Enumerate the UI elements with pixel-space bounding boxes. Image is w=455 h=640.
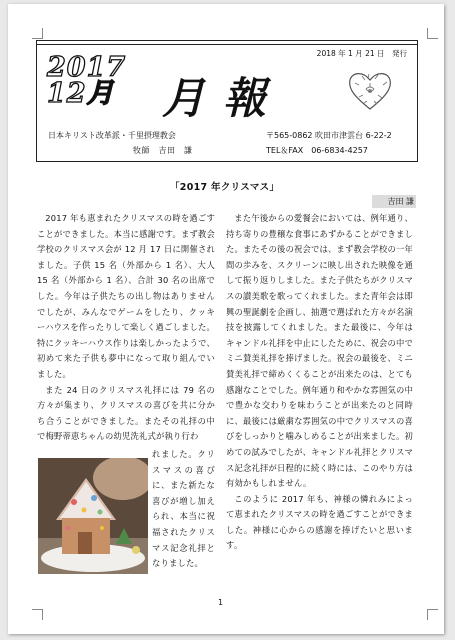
article-narrow-column [152,447,215,572]
church-address: 〒565-0862 吹田市津雲台 6-22-2 [266,131,392,140]
header-frame [36,40,418,162]
article-left-column [37,211,215,445]
crop-mark-bottom-right [427,609,438,620]
article-author: 吉田 謙 [372,195,416,208]
crop-mark-top-left [32,28,43,39]
wreath-heart-icon [345,67,395,113]
issue-year: 2017 [47,52,127,83]
masthead-title: 月報 [162,74,284,124]
article-title: 「2017 年クリスマス」 [170,182,280,193]
issue-period [47,52,127,109]
crop-mark-bottom-left [32,609,43,620]
paragraph: また 24 日のクリスマス礼拝には 79 名の方々が集まり、クリスマスの喜びを共に分かち合うことができました。またその礼拝の中で梅野蒂恵ちゃんの幼児洗礼式が執り行わ [37,384,215,442]
page-number: 1 [218,598,224,607]
church-name: 日本キリスト改革派・千里摂理教会 [48,131,176,140]
paragraph: 2017 年も恵まれたクリスマスの時を過ごすことができました。本当に感謝です。まず教会学校のクリスマス会が 12 月 17 日に開催されました。子供 15 名（外部から 1 名）、大人 15 名（外部から 1 名）、合計 30 名の出席でした。今年は子供たちの出し物はありませんでしたが、みんなでゲームをしたり、クッキーハウスを作ったりして楽しく過ごしました。特にクッキーハウス作りは楽しかったようで、初めて来た子供も夢中になって取り組んでいました。 [37,213,215,379]
issue-month: 12月 [47,78,115,109]
article-right-column [226,211,413,554]
crop-mark-top-right [427,28,438,39]
paragraph: れました。クリスマスの喜びに、また新たな喜びが増し加えられ、本当に祝福されたクリスマス記念礼拝となりました。 [152,449,215,569]
church-tel-fax: TEL＆FAX 06-6834-4257 [266,146,368,155]
cookie-house-photo [38,458,148,574]
pastor-name: 牧師 吉田 謙 [133,146,193,155]
paragraph: このように 2017 年も、神様の憐れみによって恵まれたクリスマスの時を過ごすことができました。神様に心からの感謝を捧げたいと思います。 [226,493,413,551]
paragraph: また午後からの愛餐会においては、例年通り、持ち寄りの豊穣な食事にあずかることができました。またその後の祝会では、まず教会学校の一年間の歩みを、スクリーンに映し出された映像を通して振り返りしました。また子供たちがクリスマスの讃美歌を歌ってくれました。また青年会は即興の聖誕劇を企画し、抽選で選ばれた方々が名演技を披露してくれました。また最後に、今年は キャンドル礼拝を中止にしたために、祝会の中でミニ賛美礼拝を捧げました。祝会の最後を、ミニ賛美礼拝で締めくくることが出来たのは、とても感謝なことでした。例年通り和やかな雰囲気の中で豊かな交わりを味わうことが出来たのと同時に、最後には厳粛な雰囲気の中でクリスマスの喜びをしっかりと噛みしめることが出来ました。初めての試みでしたが、キャンドル礼拝とクリスマス記念礼拝が日程的に続く時には、このやり方は有効かもしれません。 [226,213,413,489]
issue-date: 2018 年 1 月 21 日 発行 [316,49,407,58]
